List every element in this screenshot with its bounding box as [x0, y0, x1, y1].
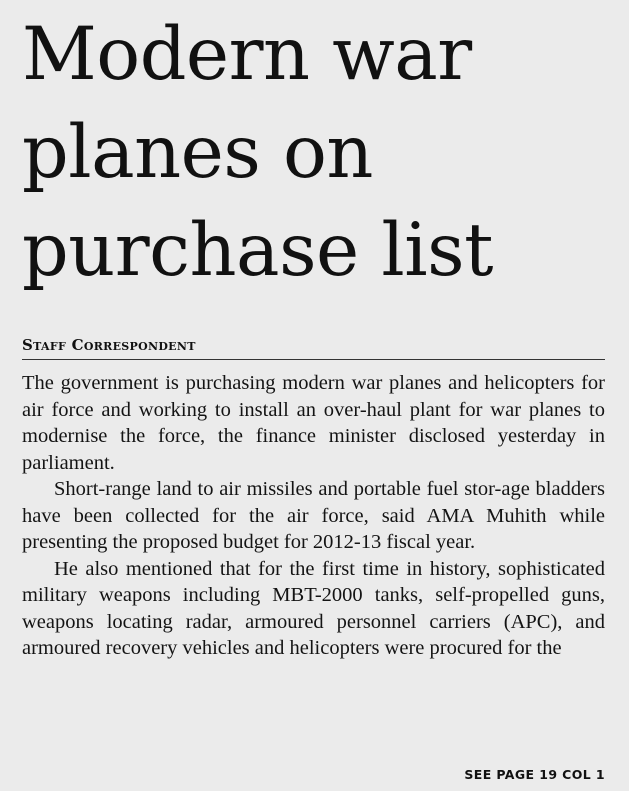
- headline-line-3: purchase list: [22, 208, 493, 293]
- headline-line-2: planes on: [22, 110, 373, 195]
- byline-divider: [22, 359, 605, 360]
- headline: [22, 0, 605, 300]
- byline: Staff Correspondent: [22, 336, 196, 354]
- paragraph-3: He also mentioned that for the first time in history, sophisticated military weapons including MBT-2000 tanks, self-propelled guns, weapons locating radar, armoured personnel carriers (APC), and armoured recovery vehicles and helicopters were procured for the: [22, 557, 605, 659]
- headline-line-1: Modern war: [22, 12, 472, 97]
- continuation-reference: SEE PAGE 19 COL 1: [464, 767, 605, 782]
- paragraph-1: The government is purchasing modern war planes and helicopters for air force and working to install an over-haul plant for war planes to modernise the force, the finance minister disclosed yesterday in parliament.: [22, 372, 605, 474]
- paragraph-2: Short-range land to air missiles and portable fuel stor-age bladders have been collected for the air force, said AMA Muhith while presenting the proposed budget for 2012-13 fiscal year.: [22, 478, 605, 553]
- article-body: [22, 370, 605, 662]
